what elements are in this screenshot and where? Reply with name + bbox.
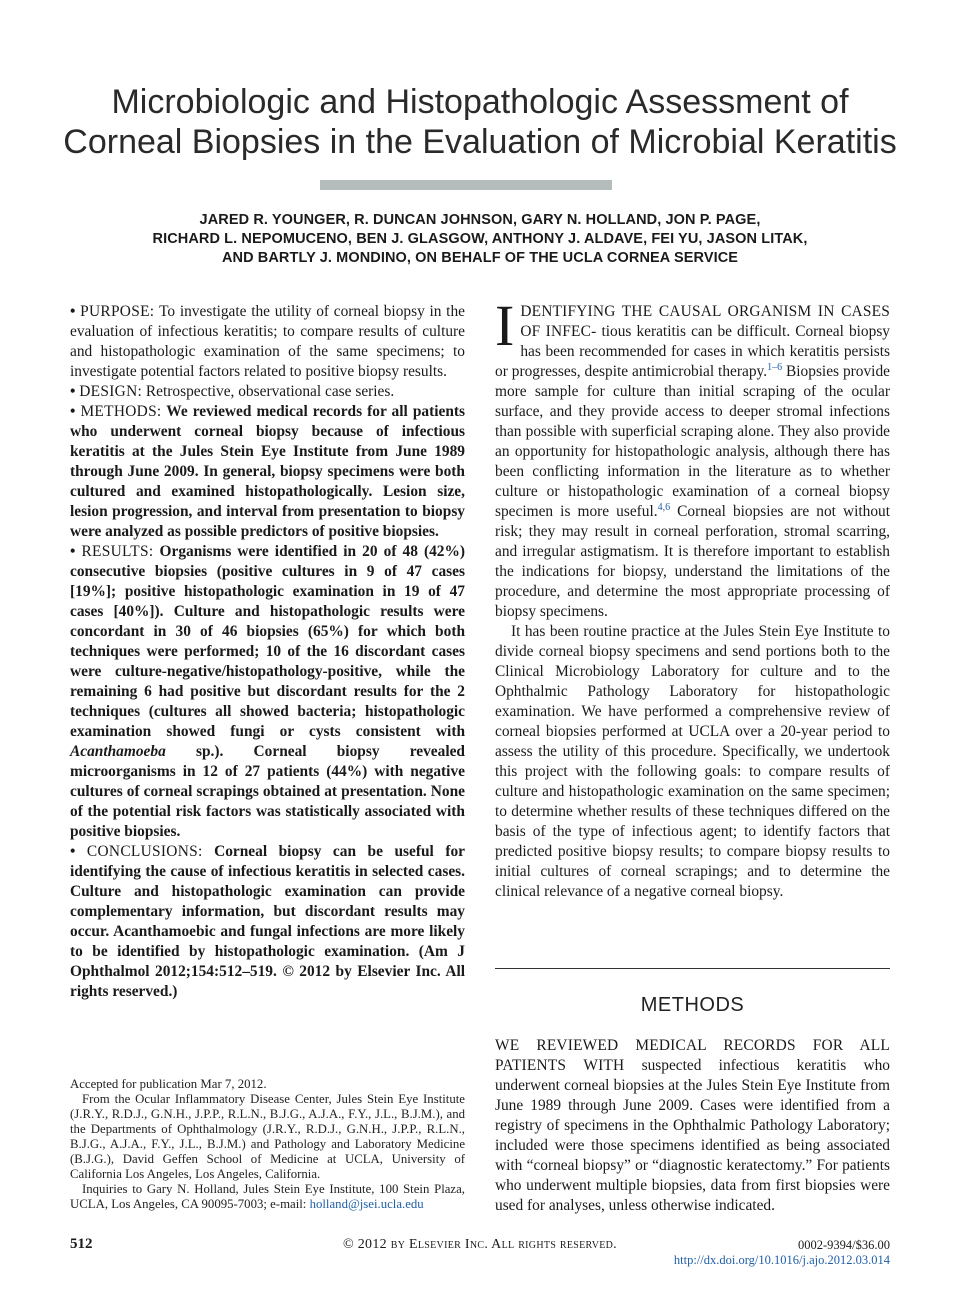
footnotes [70,1077,465,1212]
results-text-a: Organisms were identified in 20 of 48 (42%) consecutive biopsies (positive cultures in 9 of 47 cases [19%]; positive histopathologic examination in 19 of 47 cases [40%]). Culture and histopathologic results were concordant in 30 of 46 biopsies (65%) for which both techniques were performed; 10 of the 16 discordant cases were culture-negative/histopathology-positive, while the remaining 6 had positive but discordant results for the 2 techniques (cultures all showed bacteria; histopathologic examination showed fungi or cysts consistent with [70,543,466,740]
methods-heading: METHODS [640,994,745,1016]
author-list [60,211,900,268]
design-label: DESIGN: [79,383,143,400]
reference-link[interactable]: 1–6 [767,361,783,373]
title-line-2: Corneal Biopsies in the Evaluation of Microbial Keratitis [63,123,897,161]
methods-text: We reviewed medical records for all patients who underwent corneal biopsy because of infectious keratitis at the Jules Stein Eye Institute from June 1989 through June 2009. In general, biopsy specimens were both cultured and examined histopathologically. Lesion size, lesion progression, and interval from presentation to biopsy were analyzed as possible predictors of positive biopsies. [70,403,465,540]
results-label: RESULTS: [81,543,154,560]
page-number: 512 [70,1236,93,1252]
authors-line-2: RICHARD L. NEPOMUCENO, BEN J. GLASGOW, ANTHONY J. ALDAVE, FEI YU, JASON LITAK, [152,231,808,247]
purpose-text: To investigate the utility of corneal biopsy in the evaluation of infectious keratitis; to compare results of culture and histopathologic examination of the same specimens; to investigate potential factors related to positive biopsy results. [70,303,465,380]
abstract-column [70,302,465,1002]
issn: 0002-9394/$36.00 [797,1238,890,1252]
results-text-b: sp.). Corneal biopsy revealed microorganisms in 12 of 27 patients (44%) with negative cultures of corneal scrapings obtained at presentation. None of the potential risk factors was statistically associated with positive biopsies. [70,743,465,840]
accepted-date: Accepted for publication Mar 7, 2012. [70,1077,267,1091]
copyright: © 2012 by Elsevier Inc. All rights reserved. [343,1237,617,1252]
conclusions-label: CONCLUSIONS: [86,843,203,860]
drop-cap: I [495,293,515,358]
affiliations: From the Ocular Inflammatory Disease Center, Jules Stein Eye Institute (J.R.Y., R.D.J., G.N.H., J.P.P., R.L.N., B.J.G., A.J.A., F.Y., J.L., B.J.M.), and the Departments of Ophthalmology (J.R.Y., R.D.J., G.N.H., J.P.P., R.L.N., B.J.G., A.J.A., F.Y., J.L., B.J.M.) and Pathology and Laboratory Medicine (B.J.G.), David Geffen School of Medicine at UCLA, University of California Los Angeles, Los Angeles, California. [70,1092,465,1181]
abstract-results: • RESULTS: Organisms were identified in 20 of 48 (42%) consecutive biopsies (positive cultures in 9 of 47 cases [19%]; positive histopathologic examination in 19 of 47 cases [40%]). Culture and histopathologic results were concordant in 30 of 46 biopsies (65%) for which both techniques were performed; 10 of the 16 discordant cases were culture-negative/histopathology-positive, while the remaining 6 had positive but discordant results for the 2 techniques (cultures all showed bacteria; histopathologic examination showed fungi or cysts consistent with Acanthamoeba sp.). Corneal biopsy revealed microorganisms in 12 of 27 patients (44%) with negative cultures of corneal scrapings obtained at presentation. None of the potential risk factors was statistically associated with positive biopsies. [70,543,466,840]
inquiries: Inquiries to Gary N. Holland, Jules Stein Eye Institute, 100 Stein Plaza, UCLA, Los Angeles, CA 90095-7003; e-mail: holland@jsei.ucla.edu [70,1182,465,1211]
conclusions-text: Corneal biopsy can be useful for identifying the cause of infectious keratitis in selected cases. Culture and histopathologic examination can provide complementary information, but discordant results may occur. Acanthamoebic and fungal infections are more likely to be identified by histopathologic examination. (Am J Ophthalmol 2012;154:512–519. © 2012 by Elsevier Inc. All rights reserved.) [70,843,465,1000]
authors-line-3: AND BARTLY J. MONDINO, ON BEHALF OF THE UCLA CORNEA SERVICE [221,250,739,266]
email-link[interactable]: holland@jsei.ucla.edu [309,1197,424,1211]
methods-label: METHODS: [80,403,162,420]
introduction-column [495,293,891,902]
results-organism: Acanthamoeba [70,743,166,760]
article-title [40,82,920,162]
authors-line-1: JARED R. YOUNGER, R. DUNCAN JOHNSON, GARY N. HOLLAND, JON P. PAGE, [199,212,761,228]
methods-lead: WE REVIEWED MEDICAL RECORDS FOR ALL PATIENTS WITH [495,1037,890,1074]
methods-section [495,1036,890,1216]
abstract-methods: • METHODS: We reviewed medical records for all patients who underwent corneal biopsy because of infectious keratitis at the Jules Stein Eye Institute from June 1989 through June 2009. In general, biopsy specimens were both cultured and examined histopathologically. Lesion size, lesion progression, and interval from presentation to biopsy were analyzed as possible predictors of positive biopsies. [70,403,465,540]
section-divider [495,968,890,969]
reference-link[interactable]: 4,6 [657,501,671,513]
design-text: Retrospective, observational case series. [145,383,395,400]
doi-link[interactable]: http://dx.doi.org/10.1016/j.ajo.2012.03.014 [673,1253,890,1267]
abstract-design: • DESIGN: Retrospective, observational case series. [70,383,395,400]
abstract-conclusions: • CONCLUSIONS: Corneal biopsy can be useful for identifying the cause of infectious keratitis in selected cases. Culture and histopathologic examination can provide complementary information, but discordant results may occur. Acanthamoebic and fungal infections are more likely to be identified by histopathologic examination. (Am J Ophthalmol 2012;154:512–519. © 2012 by Elsevier Inc. All rights reserved.) [70,843,465,1000]
intro-paragraph-2: It has been routine practice at the Jules Stein Eye Institute to divide corneal biopsy specimens and send portions both to the Clinical Microbiology Laboratory for culture and to the Ophthalmic Pathology Laboratory for histopathologic examination. We have performed a comprehensive review of corneal biopsies performed at UCLA over a 20-year period to assess the utility of this procedure. Specifically, we undertook this project with the following goals: to compare results of culture and histopathologic examination on the same specimen; to determine whether results of these techniques differed on the basis of the type of infectious agent; to identify factors that predicted positive biopsy results; to compare biopsy results to initial cultures of corneal scrapings; and to determine the clinical relevance of a negative corneal biopsy. [495,623,890,900]
abstract-purpose: • PURPOSE: To investigate the utility of corneal biopsy in the evaluation of infectious keratitis; to compare results of culture and histopathologic examination of the same specimens; to investigate potential factors related to positive biopsy results. [70,303,465,380]
purpose-label: PURPOSE: [80,303,155,320]
title-line-1: Microbiologic and Histopathologic Assessment of [111,83,849,121]
intro-paragraph-1: IDENTIFYING THE CAUSAL ORGANISM IN CASES OF INFEC- tious keratitis can be difficult. Corneal biopsy has been recommended for cases in which keratitis persists or progresses, despite antimicrobial therapy.$^{1-6}$ Biopsies provide more sample for culture than initial scraping of the ocular surface, and they provide access to deeper stromal infections than possible with superficial scraping alone. They also provide an opportunity for histopathologic analysis, although there has been conflicting information in the literature as to whether culture or histopathologic examination of a corneal biopsy specimen is more useful.$^{4,6}$ Corneal biopsies are not without risk; they may result in corneal perforation, stromal scarring, and irregular astigmatism. It is therefore important to establish the indications for biopsy, understand the limitations of the procedure, and determine the most appropriate processing of biopsy specimens. [495,293,891,620]
title-divider [320,180,612,190]
methods-paragraph: WE REVIEWED MEDICAL RECORDS FOR ALL PATIENTS WITH suspected infectious keratitis who underwent corneal biopsies at the Jules Stein Eye Institute from June 1989 through June 2009. Cases were identified from a registry of specimens in the Ophthalmic Pathology Laboratory; included were those specimens identified as being associated with “corneal biopsy” or “diagnostic keratectomy.” For patients who underwent multiple biopsies, data from first biopsies were used for analyses, unless otherwise indicated. [495,1037,890,1214]
intro-lead: DENTIFYING THE CAUSAL ORGANISM IN CASES OF INFEC- [520,303,890,340]
